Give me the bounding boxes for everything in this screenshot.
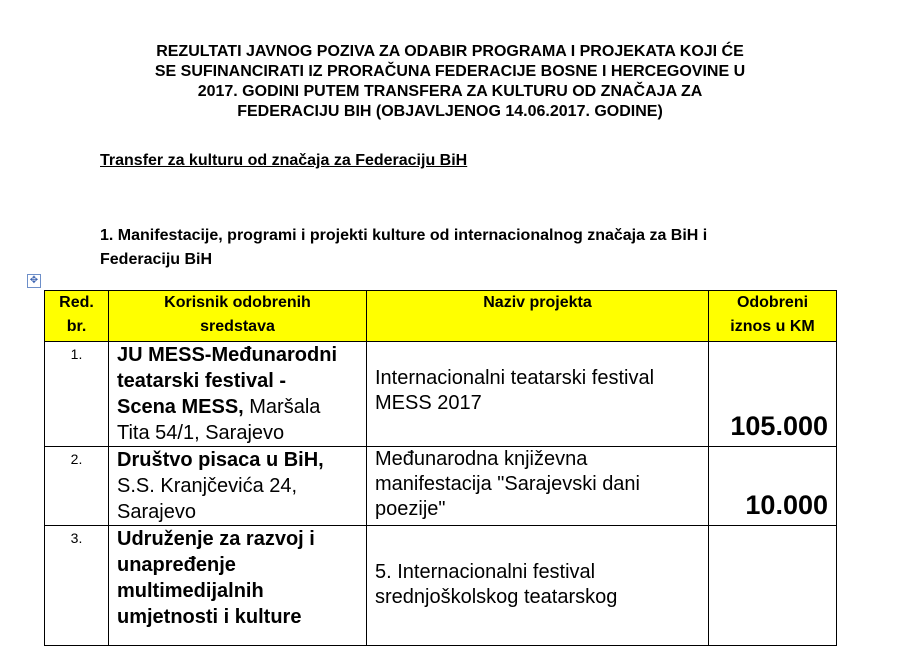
row-number: 1.	[45, 342, 109, 447]
table-row	[45, 447, 837, 526]
section-heading	[100, 224, 800, 272]
beneficiary-cell: Udruženje za razvoj i unapređenje multimedijalnih umjetnosti i kulture	[109, 526, 367, 646]
title-line: REZULTATI JAVNOG POZIVA ZA ODABIR PROGRAMA I PROJEKATA KOJI ĆE	[156, 43, 744, 60]
amount-cell: 10.000	[709, 447, 837, 526]
beneficiary-cell: JU MESS-Međunarodni teatarski festival - Scena MESS, Maršala Tita 54/1, Sarajevo	[109, 342, 367, 447]
header-red-br: Red. br.	[45, 291, 109, 342]
table-move-handle-icon[interactable]: ✥	[27, 274, 41, 288]
document-subtitle: Transfer za kulturu od značaja za Federaciju BiH	[100, 152, 468, 169]
section-line: 1. Manifestacije, programi i projekti kulture od internacionalnog značaja za BiH i	[100, 227, 708, 244]
row-number: 2.	[45, 447, 109, 526]
amount-cell	[709, 526, 837, 646]
table-row	[45, 342, 837, 447]
header-korisnik: Korisnik odobrenih sredstava	[109, 291, 367, 342]
header-odobreni-iznos: Odobreni iznos u KM	[709, 291, 837, 342]
header-naziv-projekta: Naziv projekta	[367, 291, 709, 342]
beneficiary-cell: Društvo pisaca u BiH, S.S. Kranjčevića 24, Sarajevo	[109, 447, 367, 526]
table-header-row	[45, 291, 837, 342]
section-line: Federaciju BiH	[100, 251, 213, 268]
project-name-cell: Internacionalni teatarski festival MESS 2017	[367, 342, 709, 447]
project-name-cell: Međunarodna književna manifestacija "Sarajevski dani poezije"	[367, 447, 709, 526]
project-name-cell: 5. Internacionalni festival srednjoškolskog teatarskog	[367, 526, 709, 646]
row-number: 3.	[45, 526, 109, 646]
amount-cell: 105.000	[709, 342, 837, 447]
title-line: 2017. GODINI PUTEM TRANSFERA ZA KULTURU OD ZNAČAJA ZA	[197, 83, 703, 100]
title-line: SE SUFINANCIRATI IZ PRORAČUNA FEDERACIJE BOSNE I HERCEGOVINE U	[154, 63, 746, 80]
table-row	[45, 526, 837, 646]
document-title	[60, 42, 840, 122]
results-table	[44, 290, 837, 646]
title-line: FEDERACIJU BIH (OBJAVLJENOG 14.06.2017. GODINE)	[237, 103, 663, 120]
